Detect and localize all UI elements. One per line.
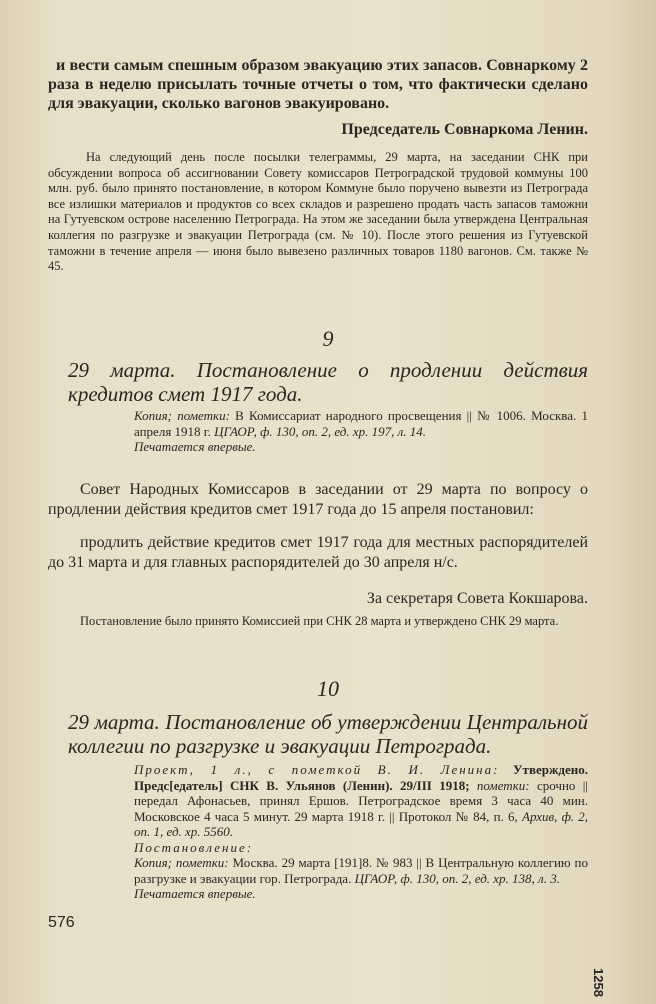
document-body-9: Совет Народных Комиссаров в заседании от 29 марта по вопросу о продлении действия кредитов смет 1917 года до 15 апреля постановил: <box>48 481 588 518</box>
editorial-note-1: На следующий день после посылки телеграммы, 29 марта, на заседании СНК при обсуждении вопроса об ассигновании Совету комиссаров Петроградской трудовой коммуны 100 млн. руб. было принято постановление, в котором Коммуне было поручено вывезти из Петрограда все излишки материалов и продуктов со всех складов и разрешено продать часть запасов таможни на Гутуевском острове населению Петрограда. На этом же заседании была утверждена Центральная коллегия по разгрузке и эвакуации Петрограда (см. № 10). После этого решения из Гутуевской таможни в течение апреля — июня было вывезено различных товаров 1180 вагонов. См. также № 45. <box>48 150 588 274</box>
lead-paragraph: и вести самым спешным образом эвакуацию этих запасов. Совнаркому 2 раза в неделю присылать точные отчеты о том, что фактически сделано для эвакуации, сколько вагонов эвакуировано. <box>48 57 588 112</box>
document-title-9: 29 марта. Постановление о продлении действия кредитов смет 1917 года. <box>68 358 588 406</box>
signature-lenin: Председатель Совнаркома Ленин. <box>341 121 588 138</box>
archive-citation: ЦГАОР, ф. 130, оп. 2, ед. хр. 197, л. 14. <box>214 423 427 439</box>
document-number-9: 9 <box>322 326 334 351</box>
archive-citation: ЦГАОР, ф. 130, оп. 2, ед. хр. 138, л. 3. <box>354 870 560 886</box>
archive-citation: Архив, ф. 2, оп. 1, ед. хр. 5560. <box>134 808 588 839</box>
document-title-10: 29 марта. Постановление об утверждении Центральной коллегии по разгрузке и эвакуации Петрограда. <box>68 710 588 758</box>
document-body-9-resolution: продлить действие кредитов смет 1917 года для местных распорядителей до 31 марта и для главных распорядителей до 30 апреля н/с. <box>48 534 588 571</box>
corner-stamp: 1258 <box>591 968 606 997</box>
archive-text: В Комиссариат народного просвещения || № 1006. Москва. 1 апреля 1918 г. <box>134 408 588 439</box>
transmission-details: срочно || передал Афонасьев, принял Ершов. Петроградское время 3 часа 40 мин. Московское 4 часа 5 минут. 29 марта 1918 г. || Протокол № 84, п. 6, <box>134 777 588 824</box>
marks-label: пометки: <box>469 777 530 793</box>
resolution-label: Постановление: <box>134 839 254 855</box>
archive-copy-label: Копия; пометки: <box>134 855 229 870</box>
document-number-10: 10 <box>317 676 339 701</box>
signature-koksharova: За секретаря Совета Кокшарова. <box>366 590 588 607</box>
archive-reference-10 <box>134 762 588 902</box>
draft-label: Проект, 1 л., с пометкой В. И. Ленина: <box>134 762 500 777</box>
page-number: 576 <box>48 914 75 931</box>
printed-first-note: Печатается впервые. <box>134 886 256 901</box>
printed-first-note: Печатается впервые. <box>134 439 256 454</box>
archive-copy-label: Копия; пометки: <box>134 408 230 423</box>
archive-text: Москва. 29 марта [191]8. № 983 || В Центральную коллегию по разгрузке и эвакуации гор. Петрограда. <box>134 855 588 886</box>
lenin-approval: Утверждено. Предс[едатель] СНК В. Ульянов (Ленин). 29/III 1918; <box>134 762 588 793</box>
editorial-note-2: Постановление было принято Комиссией при СНК 28 марта и утверждено СНК 29 марта. <box>80 614 559 628</box>
archive-reference-9 <box>134 408 588 455</box>
